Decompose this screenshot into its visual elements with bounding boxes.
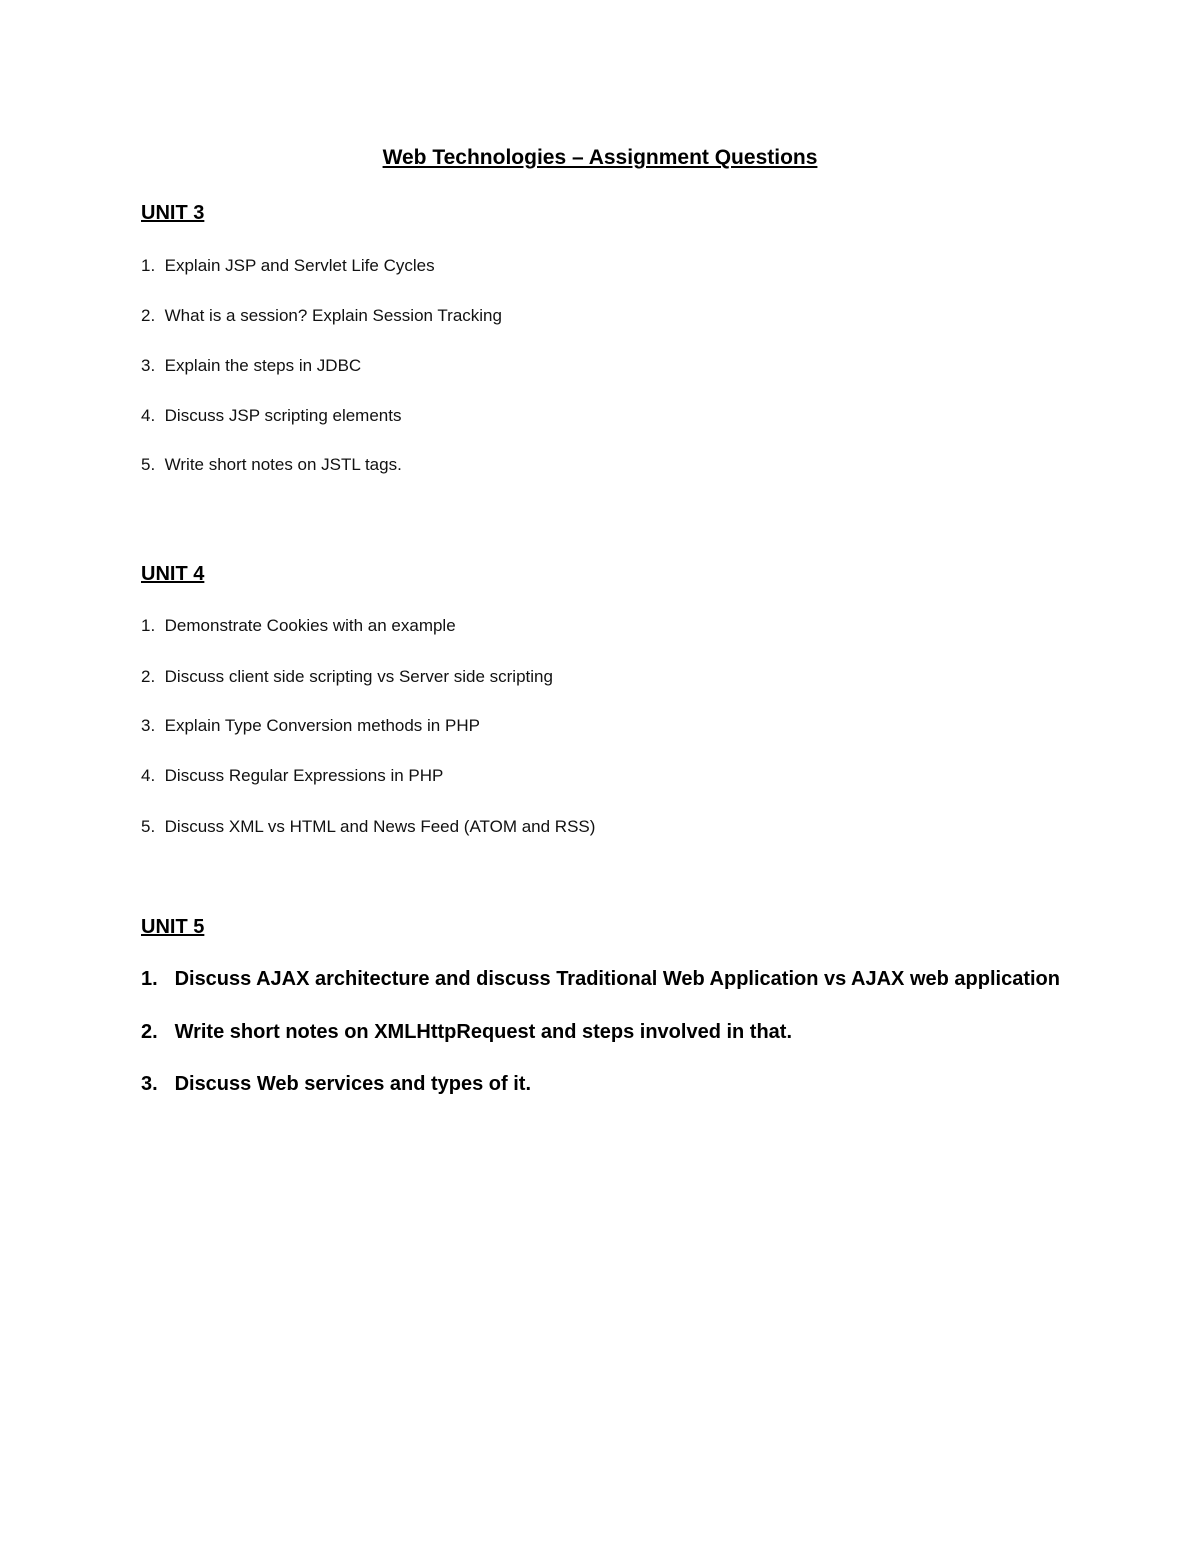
question-number: 5. xyxy=(141,455,160,474)
question-text: Explain JSP and Servlet Life Cycles xyxy=(164,256,435,275)
question-number: 1. xyxy=(141,968,158,990)
question-text: Discuss client side scripting vs Server side scripting xyxy=(164,667,553,686)
unit-4-question-5 xyxy=(141,815,595,839)
question-text: What is a session? Explain Session Tracking xyxy=(164,306,502,325)
unit-3-question-5 xyxy=(141,453,402,477)
question-number: 1. xyxy=(141,256,160,275)
question-number: 2. xyxy=(141,1021,158,1043)
question-number: 4. xyxy=(141,766,160,785)
question-number: 1. xyxy=(141,616,160,635)
unit-4-question-3 xyxy=(141,714,480,738)
question-number: 4. xyxy=(141,406,160,425)
question-text: Explain Type Conversion methods in PHP xyxy=(164,716,480,735)
unit-4-heading: UNIT 4 xyxy=(141,563,205,585)
unit-4-question-2 xyxy=(141,665,553,689)
question-number: 2. xyxy=(141,667,160,686)
unit-3-question-2 xyxy=(141,304,502,328)
unit-4-question-4 xyxy=(141,764,443,788)
question-number: 3. xyxy=(141,716,160,735)
question-text: Write short notes on JSTL tags. xyxy=(164,455,402,474)
question-number: 5. xyxy=(141,817,160,836)
unit-5-heading: UNIT 5 xyxy=(141,916,205,938)
unit-5-question-3 xyxy=(141,1070,531,1098)
question-text: Discuss Web services and types of it. xyxy=(174,1073,531,1095)
question-text: Demonstrate Cookies with an example xyxy=(164,616,456,635)
question-text: Discuss AJAX architecture and discuss Traditional Web Application vs AJAX web application xyxy=(174,968,1060,990)
unit-5-question-1 xyxy=(141,965,1060,993)
question-text: Discuss Regular Expressions in PHP xyxy=(164,766,444,785)
unit-5-question-2 xyxy=(141,1018,792,1046)
unit-3-question-3 xyxy=(141,354,361,378)
question-text: Discuss XML vs HTML and News Feed (ATOM and RSS) xyxy=(164,817,596,836)
unit-3-question-4 xyxy=(141,404,401,428)
unit-4-question-1 xyxy=(141,614,456,638)
question-number: 2. xyxy=(141,306,160,325)
question-text: Explain the steps in JDBC xyxy=(164,356,362,375)
question-number: 3. xyxy=(141,356,160,375)
question-text: Discuss JSP scripting elements xyxy=(164,406,402,425)
question-number: 3. xyxy=(141,1073,158,1095)
unit-3-question-1 xyxy=(141,254,435,278)
page-title: Web Technologies – Assignment Questions xyxy=(382,146,818,169)
unit-3-heading: UNIT 3 xyxy=(141,202,205,224)
question-text: Write short notes on XMLHttpRequest and steps involved in that. xyxy=(174,1021,793,1043)
